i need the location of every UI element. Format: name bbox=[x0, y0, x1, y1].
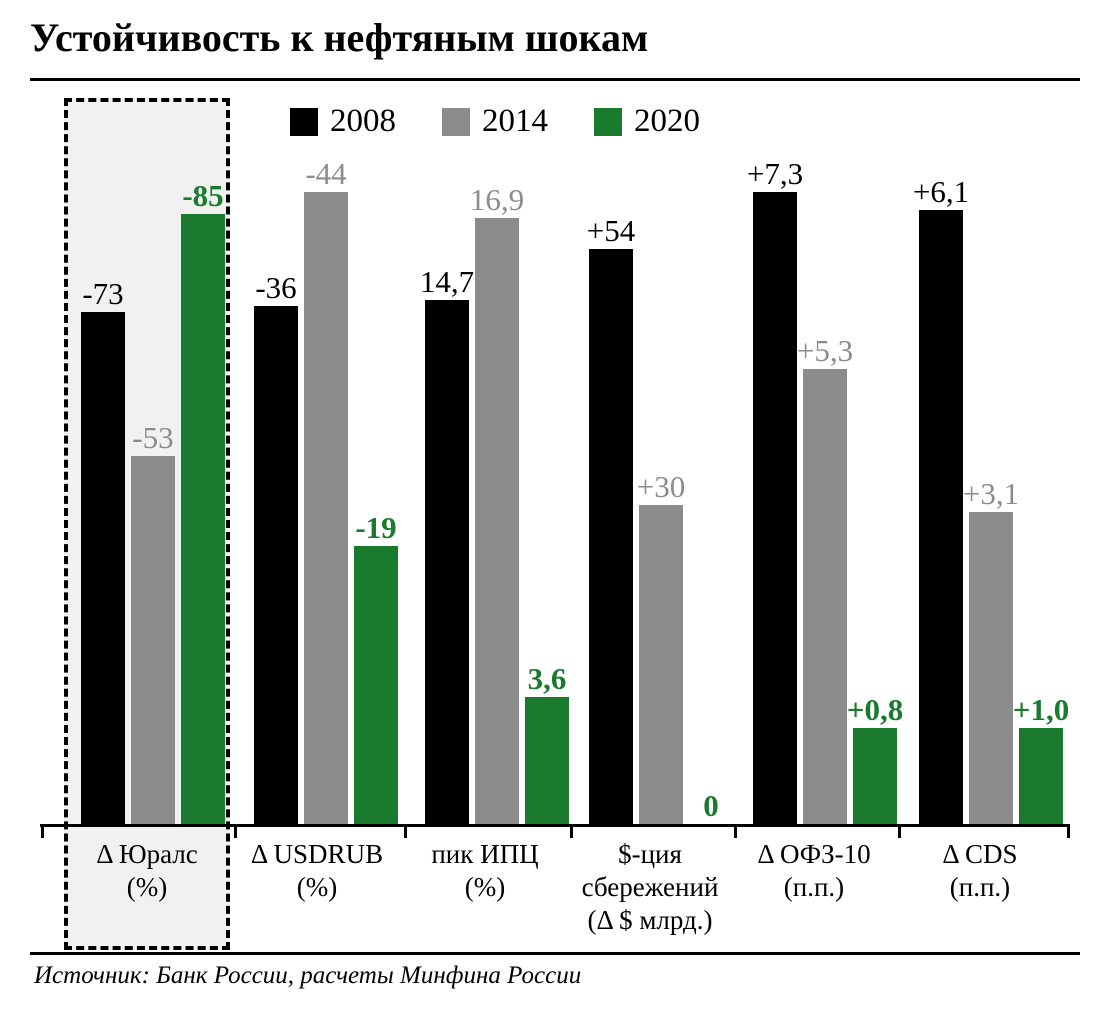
category-label-urals bbox=[52, 838, 242, 904]
category-label-dollarization bbox=[555, 838, 745, 937]
bar-dollarization-2014[interactable] bbox=[639, 505, 683, 824]
category-label-cpi-line2: (%) bbox=[464, 871, 506, 902]
bar-label-urals-2014: -53 bbox=[132, 420, 174, 455]
axis-tick-3 bbox=[570, 824, 573, 838]
bar-group-cds bbox=[908, 96, 1074, 824]
axis-tick-2 bbox=[404, 824, 407, 838]
bar-wrap-dollarization-2008 bbox=[586, 96, 636, 824]
bar-label-cds-2008: +6,1 bbox=[912, 174, 970, 209]
bar-wrap-usdrub-2020 bbox=[354, 96, 398, 824]
bar-group-cpi-peak bbox=[414, 96, 580, 824]
bar-cds-2008[interactable] bbox=[919, 210, 963, 824]
axis-tick-5 bbox=[898, 824, 901, 838]
bar-label-urals-2020: -85 bbox=[182, 178, 224, 213]
bar-wrap-cds-2008 bbox=[912, 96, 970, 824]
bar-dollarization-2008[interactable] bbox=[589, 249, 633, 824]
bar-label-dollarization-2014: +30 bbox=[636, 469, 686, 504]
axis-tick-4 bbox=[734, 824, 737, 838]
bar-wrap-urals-2008 bbox=[81, 96, 125, 824]
bar-wrap-cpi-2014 bbox=[469, 96, 525, 824]
category-label-cpi-line1: пик ИПЦ bbox=[431, 839, 539, 869]
axis-tick-6 bbox=[1067, 824, 1070, 838]
bar-ofz10-2020[interactable] bbox=[853, 728, 897, 824]
bar-wrap-dollarization-2014 bbox=[636, 96, 686, 824]
title-divider bbox=[30, 78, 1080, 81]
category-label-ofz10-line1: Δ ОФЗ-10 bbox=[757, 839, 871, 869]
bar-wrap-dollarization-2020 bbox=[689, 96, 733, 824]
bar-cpi-2020[interactable] bbox=[525, 697, 569, 824]
source-divider bbox=[30, 952, 1080, 955]
axis-tick-0 bbox=[41, 824, 44, 838]
bar-usdrub-2020[interactable] bbox=[354, 546, 398, 824]
legend-label-2008: 2008 bbox=[330, 103, 396, 139]
bar-label-dollarization-2020: 0 bbox=[703, 788, 719, 823]
bar-label-cpi-2020: 3,6 bbox=[527, 661, 567, 696]
bar-wrap-urals-2020 bbox=[181, 96, 225, 824]
legend-label-2014: 2014 bbox=[482, 103, 548, 139]
bar-urals-2008[interactable] bbox=[81, 312, 125, 824]
category-label-usdrub-line2: (%) bbox=[296, 871, 338, 902]
bar-ofz10-2008[interactable] bbox=[753, 192, 797, 824]
legend-label-2020: 2020 bbox=[634, 103, 700, 139]
bar-label-cpi-2014: 16,9 bbox=[469, 182, 525, 217]
bar-label-ofz10-2008: +7,3 bbox=[746, 156, 804, 191]
bar-urals-2014[interactable] bbox=[131, 456, 175, 824]
x-axis-baseline bbox=[40, 824, 1070, 827]
category-label-cds-line2: (п.п.) bbox=[949, 871, 1011, 902]
category-label-cds-line1: Δ CDS bbox=[942, 839, 1018, 869]
category-label-usdrub bbox=[222, 838, 412, 904]
bar-group-usdrub bbox=[243, 96, 409, 824]
category-label-cds bbox=[885, 838, 1075, 904]
bar-label-ofz10-2014: +5,3 bbox=[796, 333, 854, 368]
bar-wrap-ofz10-2008 bbox=[746, 96, 804, 824]
chart-plot-area bbox=[40, 96, 1070, 824]
category-label-urals-line2: (%) bbox=[126, 871, 168, 902]
bar-cpi-2008[interactable] bbox=[425, 300, 469, 824]
bar-ofz10-2014[interactable] bbox=[803, 369, 847, 824]
category-label-dollarization-line1: $-ция bbox=[618, 839, 682, 869]
category-label-dollarization-line3: (Δ $ млрд.) bbox=[587, 904, 713, 935]
bar-label-ofz10-2020: +0,8 bbox=[846, 692, 904, 727]
bar-label-usdrub-2014: -44 bbox=[305, 156, 347, 191]
bar-usdrub-2014[interactable] bbox=[304, 192, 348, 824]
bar-cpi-2014[interactable] bbox=[475, 218, 519, 824]
bar-urals-2020[interactable] bbox=[181, 214, 225, 824]
bar-cds-2014[interactable] bbox=[969, 512, 1013, 824]
axis-tick-1 bbox=[234, 824, 237, 838]
bar-label-usdrub-2020: -19 bbox=[355, 510, 397, 545]
bar-label-usdrub-2008: -36 bbox=[255, 270, 297, 305]
category-label-dollarization-line2: сбережений bbox=[581, 871, 719, 902]
category-label-ofz10-line2: (п.п.) bbox=[783, 871, 845, 902]
bar-wrap-usdrub-2014 bbox=[304, 96, 348, 824]
page-title: Устойчивость к нефтяным шокам bbox=[30, 15, 649, 60]
source-note: Источник: Банк России, расчеты Минфина России bbox=[34, 962, 582, 989]
bar-usdrub-2008[interactable] bbox=[254, 306, 298, 824]
bar-group-dollarization bbox=[578, 96, 744, 824]
category-label-ofz10 bbox=[719, 838, 909, 904]
bar-group-urals bbox=[70, 96, 236, 824]
bar-label-cpi-2008: 14,7 bbox=[419, 264, 475, 299]
bar-wrap-cds-2020 bbox=[1012, 96, 1070, 824]
bar-label-cds-2014: +3,1 bbox=[962, 476, 1020, 511]
bar-wrap-cpi-2020 bbox=[525, 96, 569, 824]
bar-label-urals-2008: -73 bbox=[82, 276, 124, 311]
bar-label-dollarization-2008: +54 bbox=[586, 213, 636, 248]
category-label-cpi-peak bbox=[390, 838, 580, 904]
bar-cds-2020[interactable] bbox=[1019, 728, 1063, 824]
category-label-urals-line1: Δ Юралс bbox=[96, 839, 198, 869]
category-label-usdrub-line1: Δ USDRUB bbox=[250, 839, 384, 869]
bar-label-cds-2020: +1,0 bbox=[1012, 692, 1070, 727]
